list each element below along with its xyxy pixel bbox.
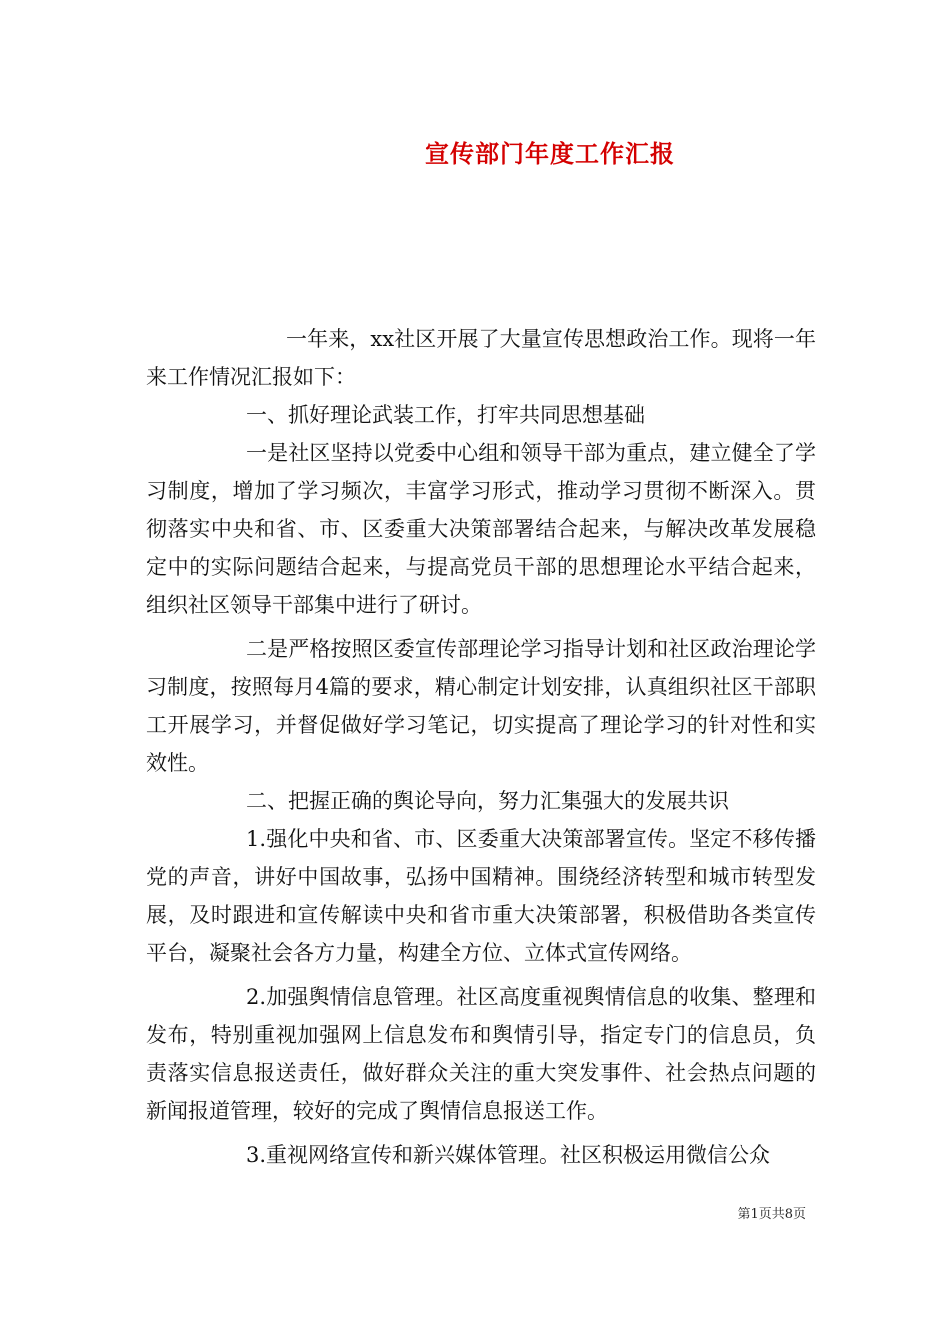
paragraph-5: 3.重视网络宣传和新兴媒体管理。社区积极运用微信公众 [246, 1143, 771, 1167]
section-heading-2: 二、把握正确的舆论导向，努力汇集强大的发展共识 [246, 789, 729, 813]
paragraph-intro: 一年来，xx社区开展了大量宣传思想政治工作。现将一年来工作情况汇报如下： [146, 327, 816, 389]
document-body [146, 320, 816, 1174]
paragraph-4: 2.加强舆情信息管理。社区高度重视舆情信息的收集、整理和发布，特别重视加强网上信息发布和舆情引导，指定专门的信息员，负责落实信息报送责任，做好群众关注的重大突发事件、社会热点问题的新闻报道管理，较好的完成了舆情信息报送工作。 [146, 985, 816, 1123]
paragraph-3: 1.强化中央和省、市、区委重大决策部署宣传。坚定不移传播党的声音，讲好中国故事，弘扬中国精神。围绕经济转型和城市转型发展，及时跟进和宣传解读中央和省市重大决策部署，积极借助各类宣传平台，凝聚社会各方力量，构建全方位、立体式宣传网络。 [146, 827, 816, 965]
page-footer: 第1页共8页 [737, 1207, 806, 1222]
paragraph-2: 二是严格按照区委宣传部理论学习指导计划和社区政治理论学习制度，按照每月4篇的要求，精心制定计划安排，认真组织社区干部职工开展学习，并督促做好学习笔记，切实提高了理论学习的针对性和实效性。 [146, 637, 816, 775]
document-title: 宣传部门年度工作汇报 [425, 139, 675, 168]
paragraph-1: 一是社区坚持以党委中心组和领导干部为重点，建立健全了学习制度，增加了学习频次，丰富学习形式，推动学习贯彻不断深入。贯彻落实中央和省、市、区委重大决策部署结合起来，与解决改革发展稳定中的实际问题结合起来，与提高党员干部的思想理论水平结合起来，组织社区领导干部集中进行了研讨。 [146, 441, 816, 617]
section-heading-1: 一、抓好理论武装工作，打牢共同思想基础 [246, 403, 645, 427]
